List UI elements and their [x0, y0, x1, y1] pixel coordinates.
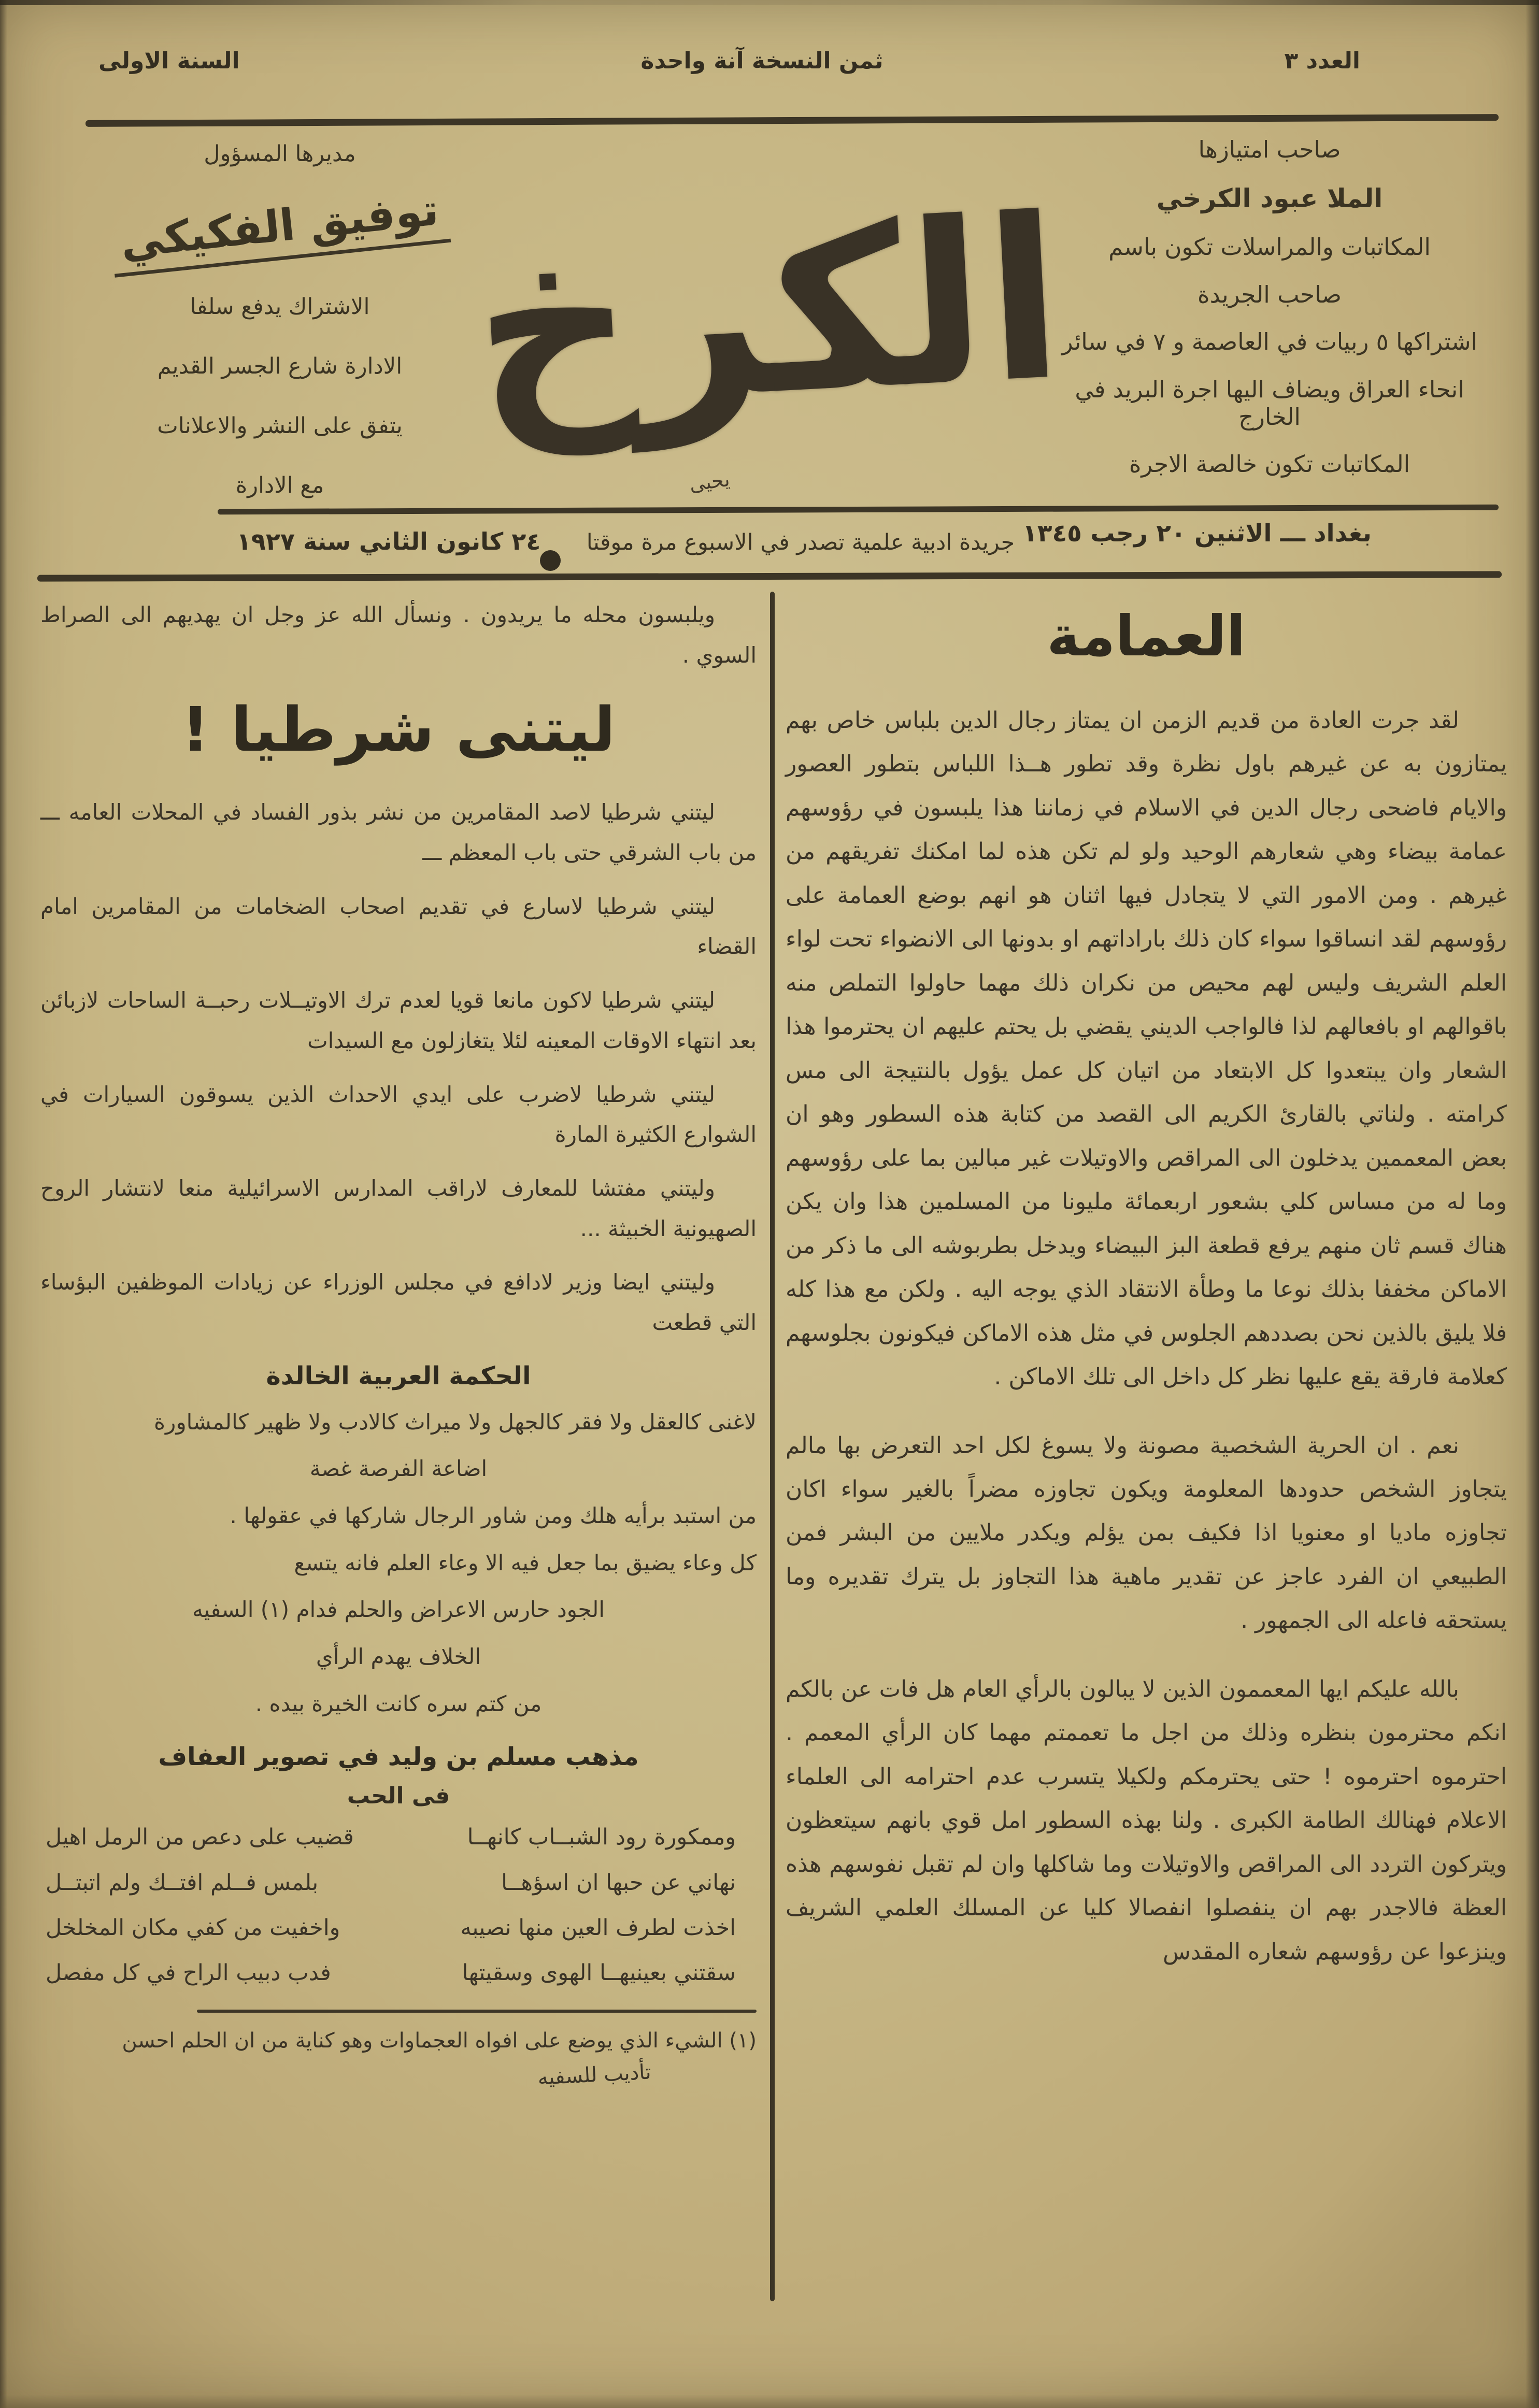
paragraph: بالله عليكم ايها المعممون الذين لا يبالون بالرأي العام هل فات عن بالكم انكم محترمون بنظره وذلك من اجل ما تعممتم مهما كان الرأي المعمم . احترموه احترموه ! حتى يحترمكم ولكيلا يتسرب عدم احترامه الى العلماء الاعلام فهنالك الطامة الكبرى . ولنا بهذه السطور امل قوي بانهم سيتعظون ويتركون التردد الى المراقص والاوتيلات وما شاكلها وان لم تقبل نفوسهم هذه العظة فالاجدر بهم ان ينفصلوا انفصالا كليا عن المسلك العلمي الشريف وينزعوا عن رؤوسهم شعاره المقدس — [786, 1675, 1507, 1965]
dateline-hijri: بغداد ـــ الاثنين ٢٠ رجب ١٣٤٥ — [1022, 519, 1372, 548]
owner-line: اشتراكها ٥ ربيات في العاصمة و ٧ في سائر — [1061, 328, 1478, 355]
owner-line: صاحب امتيازها — [1198, 136, 1341, 163]
masthead-title: الكرخ — [467, 169, 1069, 460]
scan-edge-left — [0, 0, 7, 2408]
owner-line: انحاء العراق ويضاف اليها اجرة البريد في الخارج — [1075, 375, 1464, 431]
column-divider — [770, 592, 775, 2301]
scan-edge-right — [1526, 0, 1539, 2408]
dateline-lower-rule — [37, 571, 1502, 581]
director-signature: توفيق الفكيكي — [109, 183, 451, 278]
owner-line: المكاتبات والمراسلات تكون باسم — [1108, 233, 1431, 261]
paragraph: ليتني شرطيا لاكون مانعا قويا لعدم ترك الاوتيــلات رحبــة الساحات لازبائن بعد انتهاء الاوقات المعينه لئلا يتغازلون مع السيدات — [40, 987, 757, 1053]
director-line: يتفق على النشر والاعلانات — [157, 413, 403, 439]
top-bar — [98, 48, 1360, 74]
footnote-line: (١) الشيء الذي يوضع على افواه العجماوات وهو كناية من ان الحلم احسن — [122, 2028, 757, 2053]
wisdom-line: من استبد برأيه هلك ومن شاور الرجال شاركها في عقولها . — [230, 1503, 757, 1528]
masthead — [467, 122, 1069, 508]
owner-block — [1042, 136, 1498, 478]
footnote-rule — [197, 2010, 757, 2013]
verse-line — [40, 1954, 757, 1992]
footnote-text — [40, 2022, 757, 2104]
hemistich-right: وممكورة رود الشبــاب كانهــا — [467, 1824, 736, 1851]
wisdom-line: لاغنى كالعقل ولا فقر كالجهل ولا ميراث كالادب ولا ظهير كالمشاورة — [154, 1409, 757, 1435]
owner-line: المكاتبات تكون خالصة الاجرة — [1129, 450, 1410, 478]
wisdom-line: من كتم سره كانت الخيرة بيده . — [255, 1690, 542, 1716]
wisdom-section — [40, 1402, 757, 1724]
verse-line — [40, 1909, 757, 1947]
scan-edge-top — [0, 0, 1539, 5]
footnote-line: تأديب للسفيه — [537, 2060, 652, 2090]
article-turban-body — [786, 699, 1507, 1974]
calligrapher-signature: يحيى — [688, 467, 731, 496]
paragraph: ليتني شرطيا لاسارع في تقديم اصحاب الضخامات من المقامرين امام القضاء — [40, 893, 757, 959]
paragraph: وليتني ايضا وزير لادافع في مجلس الوزراء عن زيادات الموظفين البؤساء التي قطعت — [40, 1269, 757, 1335]
article-title-police: ليتنى شرطيا ! — [181, 694, 616, 766]
paragraph: وليتني مفتشا للمعارف لاراقب المدارس الاسرائيلية منعا لانتشار الروح الصهيونية الخبيثة ... — [40, 1175, 757, 1241]
paragraph: ليتني شرطيا لاضرب على ايدي الاحداث الذين يسوقون السيارات في الشوارع الكثيرة المارة — [40, 1081, 757, 1148]
poetry-subtitle: فى الحب — [347, 1783, 450, 1810]
hemistich-right: نهاني عن حبها ان اسؤهــا — [501, 1869, 736, 1896]
wisdom-line: اضاعة الفرصة غصة — [309, 1456, 488, 1482]
paragraph: نعم . ان الحرية الشخصية مصونة ولا يسوغ لكل احد التعرض بها مالم يتجاوز الشخص حدودها المعلومة ويكون تجاوزه مضراً بالغير سواء اكان تجاوزه ماديا او معنويا اذا فكيف بمن يؤلم ويكدر ملايين من البشر فمن الطبيعي ان الفرد عاجز عن تقدير ماهية هذا التجاوز بل يترك تقديره وما يستحقه فاعله الى الجمهور . — [786, 1432, 1507, 1634]
issue-number: العدد ٣ — [1284, 48, 1360, 74]
wisdom-line: الخلاف يهدم الرأي — [316, 1644, 481, 1670]
paragraph: لقد جرت العادة من قديم الزمن ان يمتاز رجال الدين بلباس خاص بهم يمتازون به عن غيرهم باول نظرة وقد تطور هــذا اللباس بتطور العصور والايام فاضحى رجال الدين في الاسلام في زماننا هذا يلبسون في رؤوسهم عمامة بيضاء وهي شعارهم الوحيد ولو لم تكن هذه لما امكنك تفريقهم من غيرهم . ومن الامور التي لا يتجادل فيها اثنان هو انهم بوضع العمامة على رؤوسهم لقد انساقوا سواء كان ذلك باراداتهم او بدونها الى الانضواء تحت لواء العلم الشريف وليس لهم محيص من نكران ذلك مهما حاولوا التملص منه باقوالهم او بافعالهم لذا فالواجب الديني يقضي بل يحتم عليهم ان يحترموا هذا الشعار وان يبتعدوا كل الابتعاد من اتيان كل عمل يؤول بالنتيجة الى مس كرامته . ولناتي بالقارئ الكريم الى القصد من كتابة هذه السطور وهو ان بعض المعممين يدخلون الى المراقص والاوتيلات غير مبالين بما على رؤوسهم وما له من مساس كلي بشعور اربعمائة مليونا من المسلمين هذا وان يكن هناك قسم ثان منهم يرفع قطعة البز البيضاء ويدخل بطربوشه الى ما ذكر من الاماكن مخففا بذلك نوعا ما وطأة الانتقاد الذي يوجه اليه . ولكن مع هذا كله فلا يليق بالذين نحن بصددهم الجلوس في مثل هذه الاماكن فيكونون بجلوسهم كعلامة فارقة يقع عليها نظر كل داخل الى تلك الاماكن . — [786, 707, 1507, 1391]
director-block — [78, 141, 482, 498]
hemistich-left: واخفيت من كفي مكان المخلخل — [46, 1914, 340, 1941]
dateline-description: جريدة ادبية علمية تصدر في الاسبوع مرة موقتا — [586, 529, 1015, 555]
hemistich-left: قضيب على دعص من الرمل اهيل — [46, 1824, 354, 1851]
director-line: الادارة شارع الجسر القديم — [157, 353, 403, 379]
wisdom-line: كل وعاء يضيق بما جعل فيه الا وعاء العلم فانه يتسع — [294, 1550, 757, 1575]
column-right — [786, 595, 1507, 1999]
paragraph: ويلبسون محله ما يريدون . ونسأل الله عز وجل ان يهديهم الى الصراط السوي . — [40, 602, 757, 668]
director-line: الاشتراك يدفع سلفا — [190, 294, 370, 320]
wisdom-line: الجود حارس الاعراض والحلم فدام (١) السفيه — [192, 1597, 605, 1623]
owner-line: صاحب الجريدة — [1197, 280, 1342, 308]
hemistich-left: بلمس فــلم افتــك ولم اتبتــل — [46, 1869, 319, 1896]
column-left — [40, 595, 757, 2104]
verse-line — [40, 1864, 757, 1902]
owner-name: الملا عبود الكرخي — [1156, 183, 1383, 213]
article-police-body — [40, 792, 757, 1342]
wisdom-section-title: الحكمة العربية الخالدة — [266, 1361, 531, 1391]
hemistich-right: سقتني بعينيهــا الهوى وسقيتها — [462, 1959, 736, 1986]
column-left-intro — [40, 595, 757, 675]
verse-line — [40, 1818, 757, 1856]
copy-price: ثمن النسخة آنة واحدة — [640, 48, 884, 74]
paragraph: ليتني شرطيا لاصد المقامرين من نشر بذور الفساد في المحلات العامه ـــ من باب الشرقي حتى باب المعظم ـــ — [40, 799, 757, 866]
director-line: مع الادارة — [235, 472, 324, 498]
poetry-verses — [40, 1818, 757, 1991]
dateline-gregorian: ٢٤ كانون الثاني سنة ١٩٢٧ — [236, 527, 541, 555]
poetry-section-title: مذهب مسلم بن وليد في تصوير العفاف — [158, 1742, 639, 1772]
hemistich-right: اخذت لطرف العين منها نصيبه — [460, 1914, 736, 1941]
scan-edge-bottom — [0, 2395, 1539, 2408]
article-title-turban: العمامة — [1047, 604, 1246, 669]
hemistich-left: فدب دبيب الراح في كل مفصل — [46, 1959, 331, 1986]
year-label: السنة الاولى — [98, 48, 240, 74]
director-role: مديرها المسؤول — [204, 141, 356, 167]
